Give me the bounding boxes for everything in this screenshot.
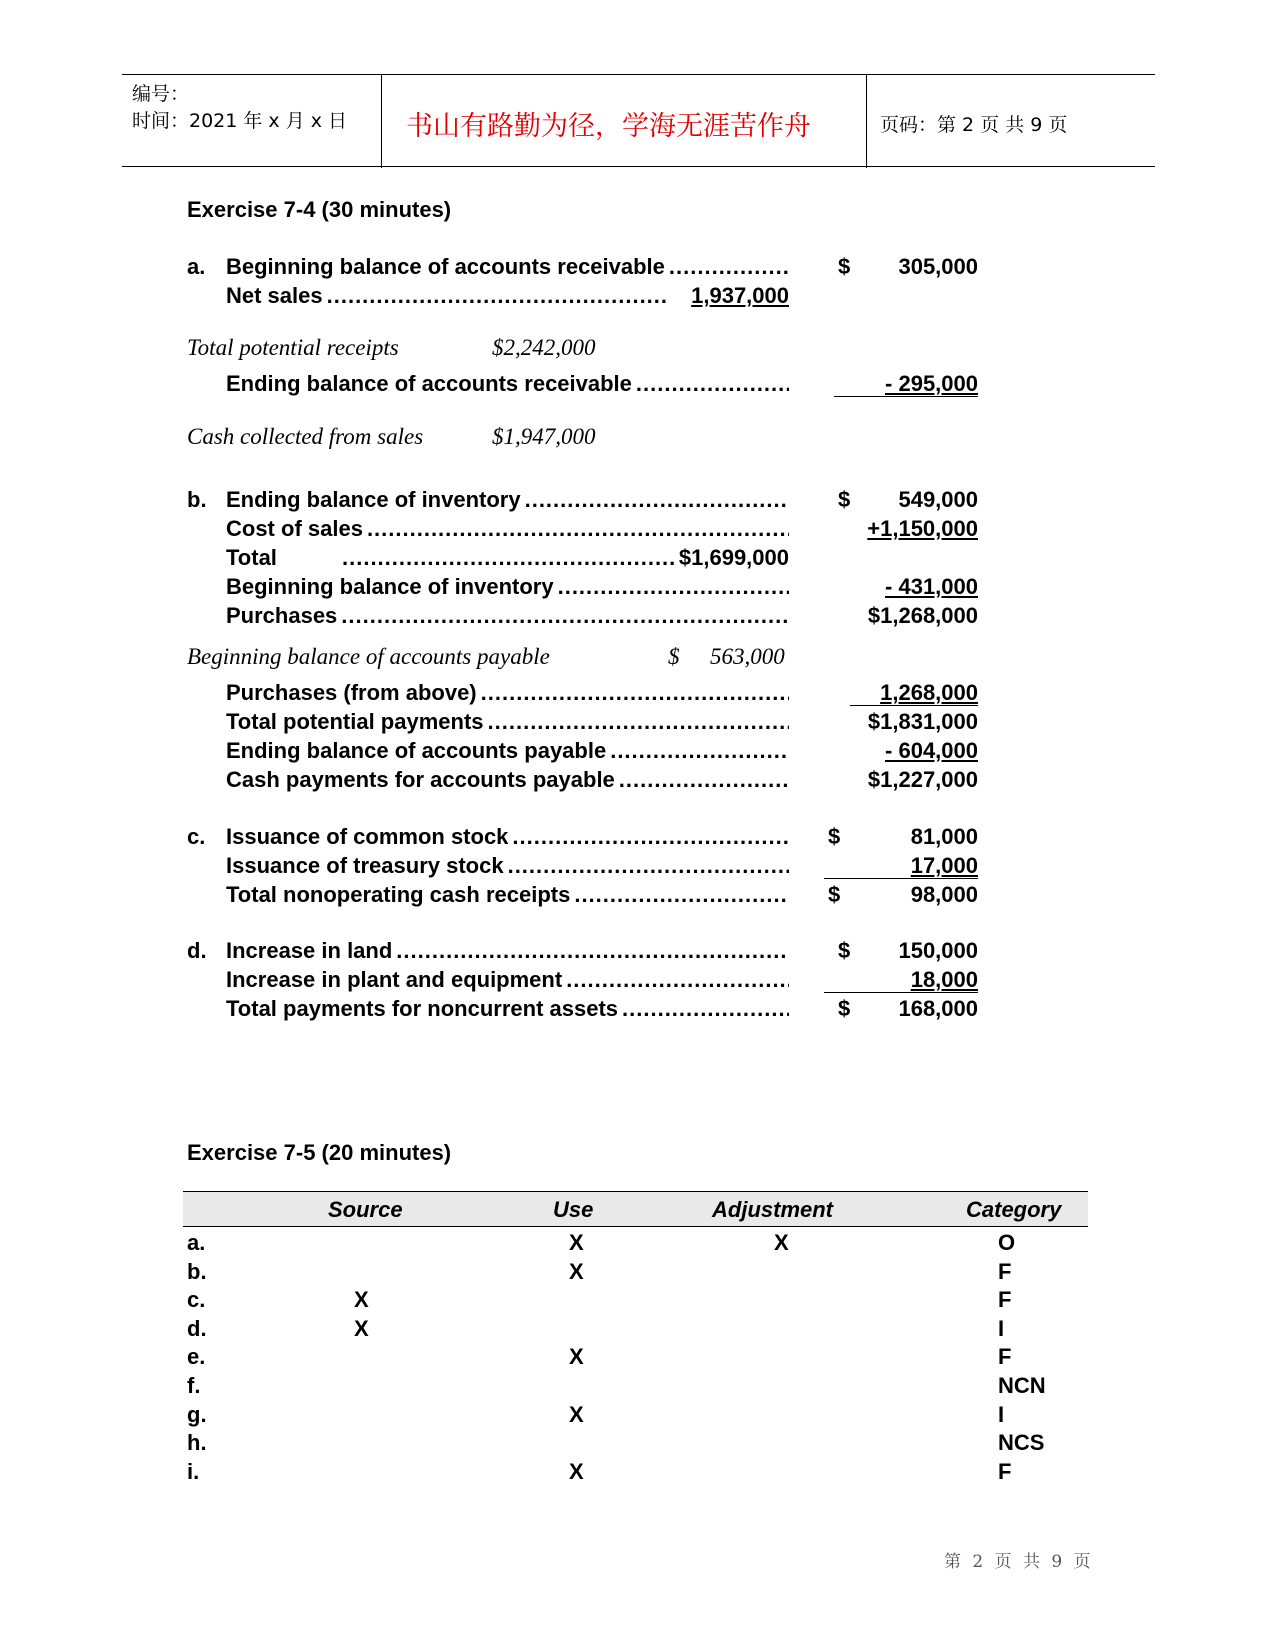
row-item: g. (187, 1401, 207, 1427)
common-stock-label: Issuance of common stock (226, 824, 509, 849)
total-payments-label: Total potential payments (226, 709, 484, 734)
row-source-mark: X (354, 1287, 369, 1313)
treasury-stock-row (226, 853, 789, 879)
column-header-category: Category (966, 1197, 1062, 1222)
row-source-mark: X (354, 1315, 369, 1341)
row-use-mark: X (569, 1258, 584, 1284)
end-ar-underline (834, 396, 978, 397)
cash-collected-label: Cash collected from sales (187, 424, 424, 449)
row-item: b. (187, 1258, 207, 1284)
end-inv-label: Ending balance of inventory (226, 487, 521, 512)
row-use-mark: X (569, 1230, 584, 1255)
plant-row (226, 967, 789, 993)
beg-ap-value: 563,000 (710, 644, 785, 669)
cos-label: Cost of sales (226, 516, 363, 541)
end-ap-row (226, 738, 789, 764)
beg-ap-label: Beginning balance of accounts payable (187, 644, 550, 669)
total-value: $1,699,000 (678, 545, 789, 570)
cash-payments-label: Cash payments for accounts payable (226, 767, 615, 792)
end-ar-row (226, 371, 789, 397)
nonoperating-total-dollar: $ (828, 882, 841, 907)
land-label: Increase in land (226, 938, 393, 963)
leader-dots (327, 283, 668, 309)
leader-dots (508, 853, 789, 879)
header-time-label: 时间：2021 年 x 月 x 日 (132, 110, 348, 132)
beg-ap-dollar: $ (668, 644, 680, 669)
total-receipts-label: Total potential receipts (187, 335, 399, 360)
cos-value: +1,150,000 (867, 516, 978, 541)
noncurrent-total-value: 168,000 (898, 996, 978, 1021)
leader-dots (574, 882, 789, 908)
row-category: NCN (998, 1373, 1046, 1398)
header-motto: 书山有路勤为径，学海无涯苦作舟 (406, 111, 811, 142)
leader-dots (512, 824, 789, 850)
part-d-marker: d. (187, 938, 207, 963)
net-sales-value: 1,937,000 (691, 283, 789, 308)
common-stock-row (226, 824, 789, 850)
beg-inv-label: Beginning balance of inventory (226, 574, 554, 599)
row-category: I (998, 1401, 1005, 1427)
end-ar-value: - 295,000 (885, 371, 978, 396)
purchases-above-underline (850, 705, 978, 706)
end-ap-label: Ending balance of accounts payable (226, 738, 607, 763)
row-category: F (998, 1458, 1012, 1484)
exercise-7-5-title: Exercise 7-5 (20 minutes) (187, 1140, 452, 1165)
plant-value: 18,000 (910, 967, 978, 992)
row-category: F (998, 1258, 1012, 1284)
total-payments-value: $1,831,000 (867, 709, 978, 734)
row-category: F (998, 1344, 1012, 1370)
part-a-marker: a. (187, 254, 206, 279)
row-category: O (998, 1230, 1016, 1255)
header-top-rule (122, 74, 1155, 75)
column-header-adjustment: Adjustment (712, 1197, 833, 1222)
leader-dots (566, 967, 789, 993)
leader-dots (488, 709, 789, 735)
noncurrent-total-row (226, 996, 789, 1022)
row-category: F (998, 1287, 1012, 1313)
row-use-mark: X (569, 1401, 584, 1427)
cos-row (226, 516, 789, 542)
leader-dots (619, 767, 789, 793)
cash-collected-value: $1,947,000 (492, 424, 596, 449)
row-item: c. (187, 1287, 206, 1313)
noncurrent-total-dollar: $ (838, 996, 851, 1021)
table-header-band (183, 1191, 1088, 1227)
land-value: 150,000 (898, 938, 978, 963)
end-inv-dollar: $ (838, 487, 851, 512)
purchases-above-row (226, 680, 789, 706)
header-bottom-rule (122, 166, 1155, 167)
leader-dots (481, 680, 789, 706)
end-ar-label: Ending balance of accounts receivable (226, 371, 632, 396)
land-dollar: $ (838, 938, 851, 963)
land-row (226, 938, 789, 964)
header-page-label: 页码：第 2 页 共 9 页 (880, 114, 1068, 136)
treasury-stock-label: Issuance of treasury stock (226, 853, 504, 878)
treasury-stock-value: 17,000 (910, 853, 978, 878)
net-sales-label: Net sales (226, 283, 323, 308)
row-item: e. (187, 1344, 206, 1370)
part-b-marker: b. (187, 487, 207, 512)
header-number-label: 编号： (132, 83, 190, 105)
footer-page-number: 第 2 页 共 9 页 (944, 1552, 1094, 1572)
total-payments-row (226, 709, 789, 735)
purchases-above-value: 1,268,000 (880, 680, 978, 705)
column-header-source: Source (328, 1197, 403, 1222)
row-use-mark: X (569, 1458, 584, 1484)
leader-dots (342, 545, 677, 571)
row-category: NCS (998, 1430, 1045, 1456)
header-divider-right (866, 75, 867, 168)
plant-label: Increase in plant and equipment (226, 967, 563, 992)
beg-inv-row (226, 574, 789, 600)
row-item: d. (187, 1315, 207, 1341)
column-header-use: Use (553, 1197, 594, 1222)
net-sales-row (226, 283, 789, 309)
row-item: i. (187, 1458, 200, 1484)
plant-underline (824, 992, 978, 993)
leader-dots (396, 938, 789, 964)
purchases-row (226, 603, 789, 629)
treasury-underline (824, 878, 978, 879)
end-ap-value: - 604,000 (885, 738, 978, 763)
common-stock-dollar: $ (828, 824, 841, 849)
cash-payments-row (226, 767, 789, 793)
leader-dots (669, 254, 789, 280)
row-adjustment-mark: X (774, 1230, 789, 1255)
leader-dots (558, 574, 789, 600)
beg-ar-dollar: $ (838, 254, 851, 279)
nonoperating-total-label: Total nonoperating cash receipts (226, 882, 571, 907)
leader-dots (610, 738, 789, 764)
leader-dots (622, 996, 789, 1022)
purchases-above-label: Purchases (from above) (226, 680, 477, 705)
leader-dots (525, 487, 789, 513)
common-stock-value: 81,000 (910, 824, 978, 849)
end-inv-row (226, 487, 789, 513)
row-use-mark: X (569, 1344, 584, 1370)
leader-dots (367, 516, 789, 542)
exercise-7-4-title: Exercise 7-4 (30 minutes) (187, 197, 452, 222)
row-item: a. (187, 1230, 206, 1255)
total-row (226, 545, 789, 571)
beg-ar-value: 305,000 (898, 254, 978, 279)
nonoperating-total-row (226, 882, 789, 908)
beg-ar-row (226, 254, 789, 280)
part-c-marker: c. (187, 824, 206, 849)
noncurrent-total-label: Total payments for noncurrent assets (226, 996, 619, 1021)
purchases-label: Purchases (226, 603, 338, 628)
cash-payments-value: $1,227,000 (867, 767, 978, 792)
total-receipts-value: $2,242,000 (492, 335, 596, 360)
beg-inv-value: - 431,000 (885, 574, 978, 599)
end-inv-value: 549,000 (898, 487, 978, 512)
leader-dots (636, 371, 789, 397)
row-category: I (998, 1315, 1005, 1341)
purchases-value: $1,268,000 (867, 603, 978, 628)
row-item: h. (187, 1430, 207, 1456)
total-label: Total (226, 545, 277, 570)
beg-ar-label: Beginning balance of accounts receivable (226, 254, 665, 279)
row-item: f. (187, 1373, 201, 1398)
nonoperating-total-value: 98,000 (910, 882, 978, 907)
header-divider-left (381, 75, 382, 168)
leader-dots (341, 603, 789, 629)
